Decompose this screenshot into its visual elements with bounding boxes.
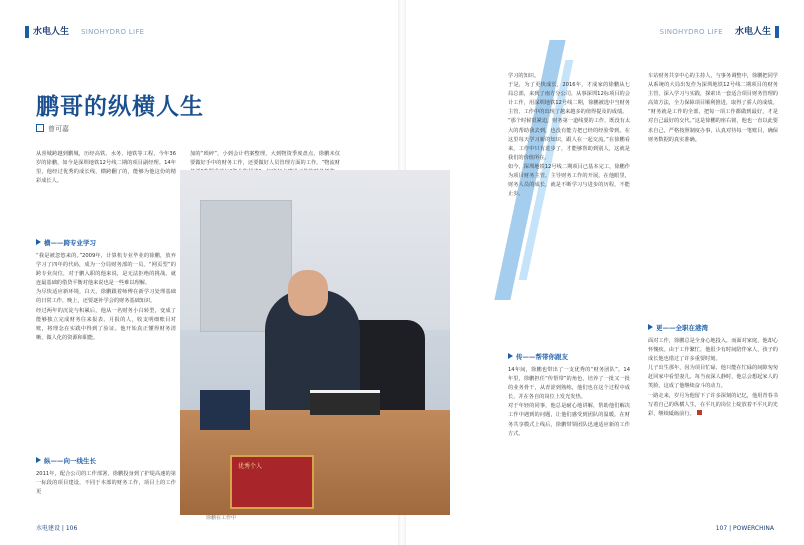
left-header xyxy=(25,26,145,40)
paragraph: “财务就是工作的全部，把每一项工作都做到最好，才是对自己最好的交代。”这是徐鹏的座右铭，他也一直以此要求自己，严格按照制度办事，认真对待每一笔账目，确保财务数据的真实准确。 xyxy=(648,109,778,143)
photo-tray xyxy=(200,390,250,430)
right-header xyxy=(639,26,779,40)
paragraph: 儿子出生那年，因为项目忙碌，他只能在忙碌的间隙匆匆赶回家中看望妻儿。每当夜深人静时，他总会想起家人的笑脸，这成了他继续奋斗的动力。 xyxy=(648,365,778,390)
paragraph: 如今，深圳地铁12号线二期项目已基本完工，徐鹏作为项目财务主管，主导财务工作的开展。在他眼里，财务人员的成长，就是不断学习与进步的历程，不能止步。 xyxy=(508,163,630,198)
byline-square-icon xyxy=(36,124,44,132)
subheading-4 xyxy=(648,323,708,332)
paragraph: 车站财务共享中心的主持人，与事务调整中，徐鹏把同学从系统的大局出发作为深圳地铁12号线二期项目的财务主管，深入学习与实践，探索出一套适合项目财务管理的高效方法，全力保障项目顺利推进，取得了骄人的成绩。 xyxy=(648,73,778,107)
paragraph: 经过两年的沉淀与积累后，他从一名财务小白转型，变成了能够独立完成财务往来报表、月报的人，收支明细账目对账，将理念在实践中得到了验证。他开始真正懂得财务清晰，做人化的资源和职能。 xyxy=(36,307,176,341)
column-1-body xyxy=(36,252,176,343)
column-1 xyxy=(36,150,176,186)
column-3-tail xyxy=(508,366,630,439)
paragraph: 学习的知识。 xyxy=(508,73,540,79)
header-accent-bar xyxy=(775,26,779,38)
header-accent-bar xyxy=(25,26,29,38)
column-4 xyxy=(648,72,778,145)
subheading-2-text: 纵——向一线生长 xyxy=(44,457,96,465)
subheading-3-text: 传——帮带你跟友 xyxy=(516,353,568,361)
award-plaque xyxy=(230,455,314,509)
photo-books xyxy=(310,390,380,415)
right-page xyxy=(402,0,804,545)
subheading-2 xyxy=(36,456,96,465)
photo-caption: 徐鹏在工作中 xyxy=(206,515,237,521)
header-section-en: SINOHYDRO LIFE xyxy=(81,28,145,36)
subheading-1-text: 横——跨专业学习 xyxy=(44,239,96,247)
subheading-1 xyxy=(36,238,96,247)
end-mark-icon xyxy=(697,410,702,415)
header-section: 水电人生 xyxy=(33,27,70,37)
paragraph: 对于年轻的同事，他总是耐心地讲解，帮助他们解决工作中遇到的问题，让他们感受到团队的温暖。在财务共享模式上线后，徐鹏带领团队迅速适应新的工作方式。 xyxy=(508,403,630,437)
subheading-4-text: 更——全职在港湾 xyxy=(656,324,708,332)
paragraph: “那个时候很紧迫，财务第一道线要的工作，既没有太大的帮助我去到，也没有能力把已经的经验带到。在这里每天学习新的知识，跟人在一起交流。”在徐鹏看来，工作中只有进步了，才能够帮助到别人，这就是我们的价值所在。 xyxy=(508,118,631,161)
byline xyxy=(36,124,69,134)
column-3 xyxy=(508,72,630,199)
triangle-icon xyxy=(508,353,513,359)
paragraph: 加的“琐碎”，小到会计档案整理，大到物资季度盘点，徐鹏未仅要做好手中的财务工作，还要做好人员管理方面的工作。“物流财 xyxy=(190,151,340,167)
triangle-icon xyxy=(36,457,41,463)
portrait-photo xyxy=(180,170,450,515)
header-section: 水电人生 xyxy=(734,27,771,37)
footer-right: 107 | POWERCHINA xyxy=(715,525,774,532)
paragraph: “我是被忽悠来的。”2009年，计算机专业毕业的徐鹏，放弃学习了四年的代码，成为一分局财务部的一员。“网页型”的跨专业岗位，对于鹏入职的他来说，是无法拒绝的挑战。就连最基础的借贷平衡对他来说也是一些难以理解。 xyxy=(36,253,176,287)
paragraph: 为尽快适应新环境，白天，徐鹏跟着师傅在新学习处理基础的日常工作，晚上，还要逐补学会的财务基础知识。 xyxy=(36,289,176,305)
plaque-text: 优秀个人 xyxy=(238,463,263,470)
triangle-icon xyxy=(36,239,41,245)
paragraph: 14年间，徐鹏也带出了一支优秀的“财务团队”。14年里，徐鹏担任“传帮带”的角色，培养了一批又一批的业务骨干，从青涩到熟练，他们也在这个过程中成长，并在各自的岗位上发光发热。 xyxy=(508,367,630,401)
paragraph: 面对工作，徐鹏总是全身心地投入，而面对家庭，他却心怀愧疚。由于工作繁忙，他很少有时间陪伴家人，孩子的成长他也错过了许多重要时刻。 xyxy=(648,338,778,363)
column-4-tail xyxy=(648,337,778,419)
footer-left: 水电建设 | 106 xyxy=(36,525,78,532)
closing-text: 一路走来，岁月为他留下了许多深刻的记忆，他用青春书写着自己的纵横人生，在平凡的岗位上绽放着不平凡的光彩，继续砥砺前行。 xyxy=(648,392,778,417)
paragraph xyxy=(648,392,778,419)
photo-face xyxy=(288,270,328,316)
article-title: 鹏哥的纵横人生 xyxy=(36,94,204,120)
header-section-en: SINOHYDRO LIFE xyxy=(659,28,723,36)
column-1-tail xyxy=(36,470,176,497)
paragraph: 2011年，配合公司的工作部署，徐鹏投身到了护堤高速的第一标段的项目建设，不同于本部的财务工作，项目上的工作更 xyxy=(36,471,176,496)
intro-paragraph: 从喜城跨越到鹏城，历经高铁、水务、地铁等工程，今年36岁的徐鹏，如今是深圳地铁12号线二期的项目副经理。14年里，他经过优秀的成长线，横跨翻了的，能够为他这份的精彩成长人。 xyxy=(36,151,176,185)
paragraph: 于是，为了更快成长，2016年，才成家的徐鹏从七局总部，来到了南方分公司，从事深圳12标项目的会计工作，用深圳地铁12号线二期，徐鹏被选中当财务主管，工作中的出现了越来越多的值得提及的成绩。 xyxy=(508,82,630,116)
subheading-3 xyxy=(508,352,568,361)
author-name: 曾可嘉 xyxy=(48,125,69,133)
triangle-icon xyxy=(648,324,653,330)
